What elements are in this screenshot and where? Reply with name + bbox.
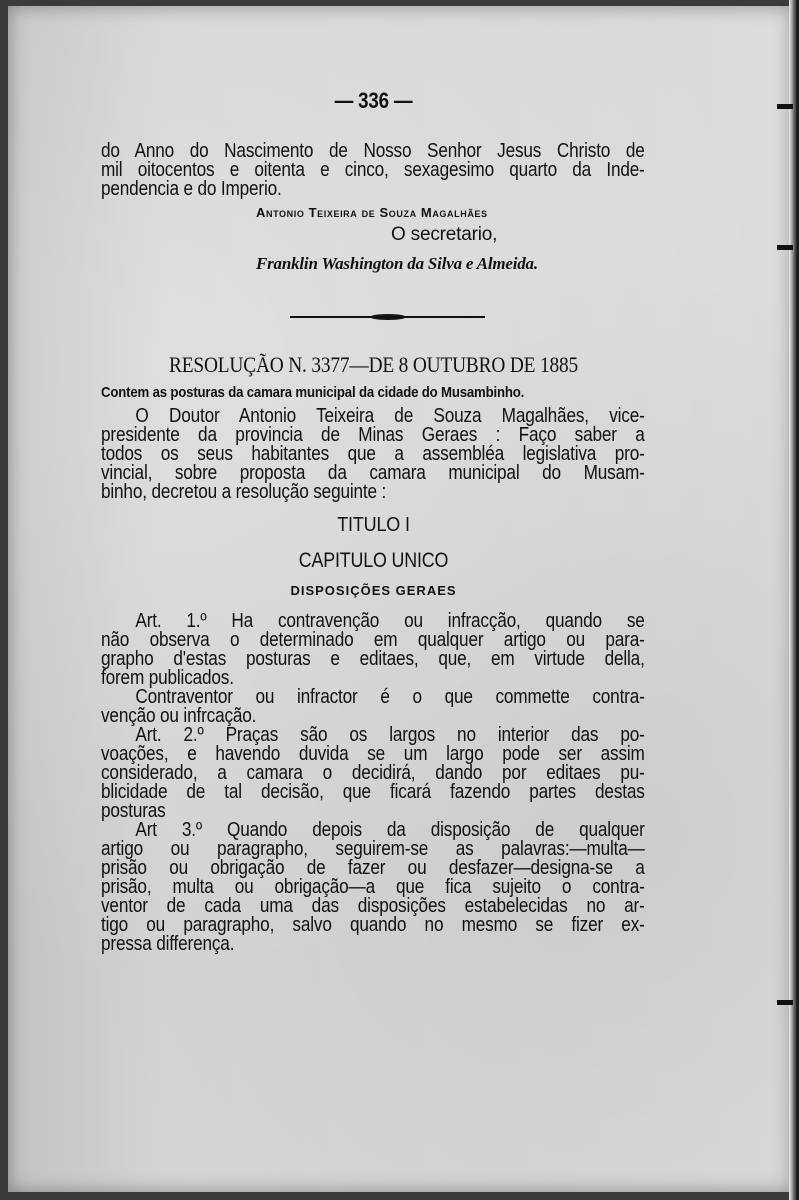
edge-mark	[777, 1000, 793, 1005]
opening-paragraph	[101, 142, 646, 199]
text-line: Art. 2.º Praças são os largos no interior das po-	[135, 724, 645, 746]
text-line: ventor de cada uma das disposições estabelecidas no ar-	[101, 895, 645, 917]
article-1	[101, 612, 646, 688]
section-heading: DISPOSIÇÕES GERAES	[290, 583, 457, 598]
text-line: presidente da provincia de Minas Geraes : Faço saber a	[101, 424, 645, 446]
text-line: O Doutor Antonio Teixeira de Souza Magalhães, vice-	[135, 405, 645, 427]
text-line: grapho d'estas posturas e editaes, que, em virtude della,	[101, 648, 645, 670]
text-line: Contraventor ou infractor é o que commette contra-	[135, 686, 645, 708]
secretary-label: O secretario,	[391, 224, 498, 245]
text-line: vincial, sobre proposta da camara municipal do Musam-	[101, 462, 645, 484]
resolution-subtitle: Contem as posturas da camara municipal da cidade do Musambinho.	[101, 384, 525, 401]
signature-president: Antonio Teixeira de Souza Magalhães	[256, 205, 488, 220]
edge-mark	[777, 104, 793, 109]
document-body	[101, 88, 646, 954]
text-line: Art 3.º Quando depois da disposição de qualquer	[135, 819, 645, 841]
text-line: tigo ou paragrapho, salvo quando no mesmo se fizer ex-	[101, 914, 645, 936]
text-line: pendencia e do Imperio.	[101, 178, 282, 200]
signature-secretary: Franklin Washington da Silva e Almeida.	[256, 254, 538, 273]
text-line: venção ou infrcação.	[101, 705, 257, 727]
text-line: do Anno do Nascimento de Nosso Senhor Jesus Christo de	[101, 140, 645, 162]
text-line: blicidade de tal decisão, que ficará fazendo partes destas	[101, 781, 645, 803]
text-line: pressa differença.	[101, 933, 235, 955]
article-2	[101, 726, 646, 821]
article-1-paragraph	[101, 688, 646, 726]
preamble-paragraph	[101, 407, 646, 502]
titulo-heading: TITULO I	[337, 514, 410, 536]
page-number: — 336 —	[334, 88, 413, 113]
text-line: artigo ou paragrapho, seguirem-se as palavras:—multa—	[101, 838, 645, 860]
ornamental-rule	[290, 316, 485, 318]
text-line: não observa o determinado em qualquer artigo ou para-	[101, 629, 645, 651]
text-line: posturas	[101, 800, 166, 822]
text-line: mil oitocentos e oitenta e cinco, sexagesimo quarto da Inde-	[101, 159, 645, 181]
text-line: forem publicados.	[101, 667, 234, 689]
edge-mark	[777, 245, 793, 250]
text-line: todos os seus habitantes que a assembléa legislativa pro-	[101, 443, 645, 465]
page-edge	[789, 0, 799, 1200]
text-line: binho, decretou a resolução seguinte :	[101, 481, 387, 503]
text-line: Art. 1.º Ha contravenção ou infracção, quando se	[135, 610, 645, 632]
text-line: voações, e havendo duvida se um largo pode ser assim	[101, 743, 645, 765]
resolution-heading: RESOLUÇÃO N. 3377—DE 8 OUTUBRO DE 1885	[168, 352, 579, 377]
text-line: prisão, multa ou obrigação—a que fica sujeito o contra-	[101, 876, 645, 898]
article-3	[101, 821, 646, 954]
text-line: prisão ou obrigação de fazer ou desfazer—designa-se a	[101, 857, 645, 879]
text-line: considerado, a camara o decidirá, dando por editaes pu-	[101, 762, 645, 784]
capitulo-heading: CAPITULO UNICO	[298, 549, 449, 572]
